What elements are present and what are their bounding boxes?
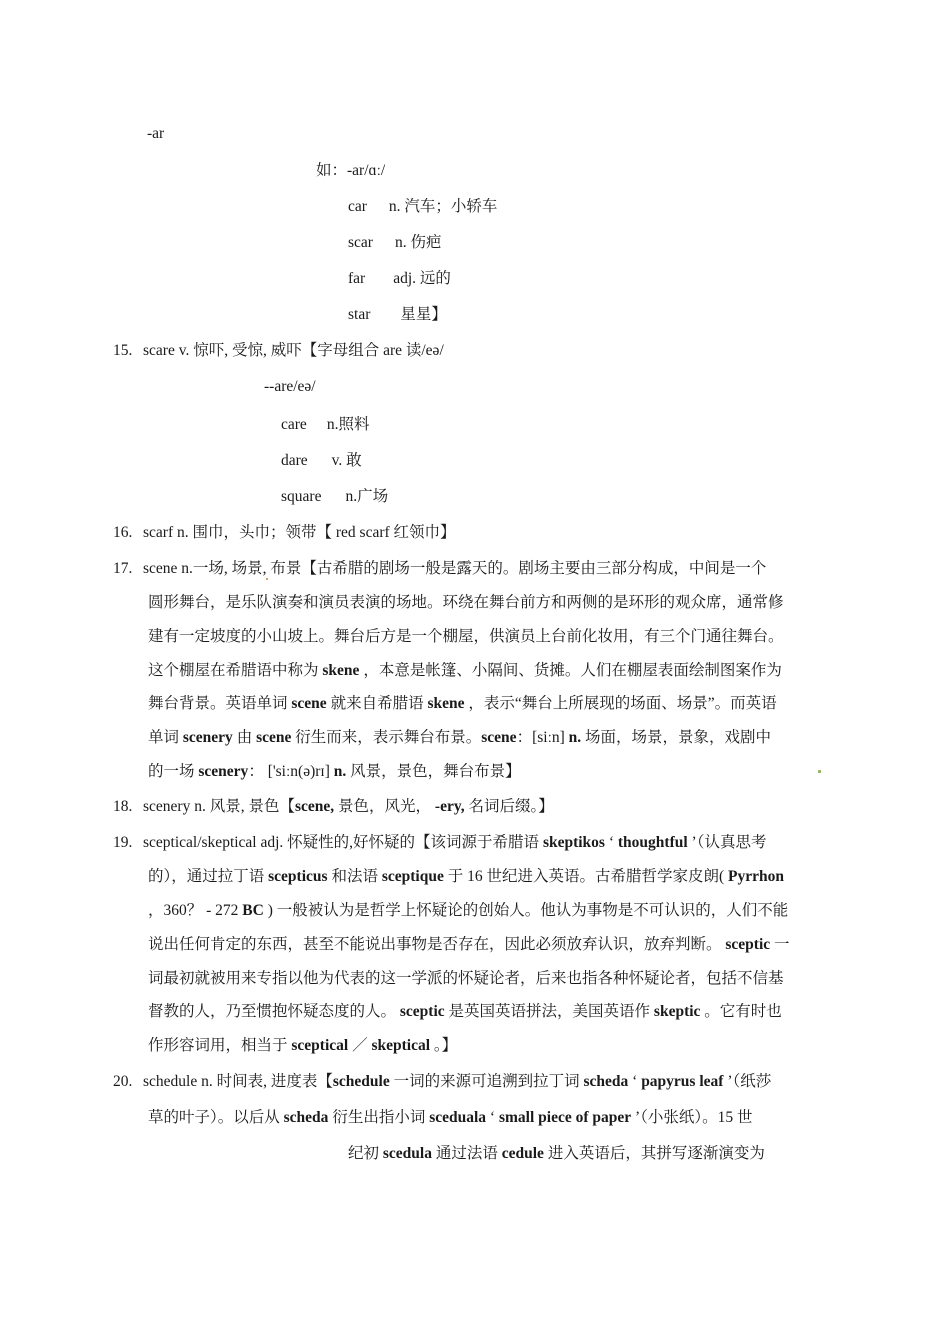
term: sceptic xyxy=(725,936,771,953)
text-run: 通过法语 xyxy=(431,1145,502,1162)
text-run: 作形容词用，相当于 xyxy=(148,1037,292,1054)
term: cedule xyxy=(501,1145,544,1162)
term: scheda xyxy=(583,1073,629,1090)
text-run: ：[siːn] xyxy=(516,729,569,746)
entry-text: scare v. 惊吓, 受惊, 威吓【字母组合 are 读/eə/ xyxy=(143,342,444,359)
scan-mark xyxy=(266,578,268,580)
text-run: ，本意是帐篷、小隔间、货摊。人们在棚屋表面绘制图案作为 xyxy=(359,662,782,679)
text-run: ‘ xyxy=(486,1109,499,1126)
text-run: 督教的人，乃至惯抱怀疑态度的人。 xyxy=(148,1003,400,1020)
entry-line xyxy=(148,867,784,887)
entry-number: 18. xyxy=(113,798,133,815)
word-item xyxy=(281,415,369,435)
word-item xyxy=(281,487,388,507)
definition: v. 敢 xyxy=(331,452,362,469)
entry-line: 词最初就被用来专指以他为代表的这一学派的怀疑论者，后来也指各种怀疑论者，包括不信基 xyxy=(148,970,784,987)
entry-text xyxy=(143,797,554,817)
text-run: ，360？ - 272 xyxy=(148,902,243,919)
term: scene, xyxy=(294,798,335,815)
text-run: 进入英语后，其拼写逐渐演变为 xyxy=(543,1145,765,1162)
text-run: schedule n. 时间表, 进度表【 xyxy=(143,1073,333,1090)
term: scenery xyxy=(182,729,233,746)
entry-line: 建有一定坡度的小山坡上。舞台后方是一个棚屋，供演员上台前化妆用，有三个门通往舞台。 xyxy=(148,628,784,645)
entry-line xyxy=(148,1002,782,1022)
scan-mark xyxy=(818,770,821,773)
text-run: ’（小张纸）。15 世 xyxy=(631,1109,753,1126)
text-run: 说出任何肯定的东西，甚至不能说出事物是否存在，因此必须放弃认识，放弃判断。 xyxy=(148,936,726,953)
definition: n. 伤疤 xyxy=(394,234,442,251)
text-run: ，表示“舞台上所展现的场面、场景”。而英语 xyxy=(464,695,777,712)
text-run: 是英国英语拼法，美国英语作 xyxy=(444,1003,654,1020)
entry-number: 17. xyxy=(113,560,133,577)
entry-number: 15. xyxy=(113,342,133,359)
term: sceptique xyxy=(381,868,444,885)
definition: n.广场 xyxy=(345,488,389,505)
word: scar xyxy=(348,234,373,251)
term: schedule xyxy=(332,1073,390,1090)
entry-line xyxy=(143,1072,771,1092)
text-run: 这个棚屋在希腊语中称为 xyxy=(148,662,323,679)
entry-text: scarf n. 围巾，头巾；领带【 red scarf 红领巾】 xyxy=(143,524,456,541)
text-run: 和法语 xyxy=(327,868,382,885)
term: skeptic xyxy=(653,1003,701,1020)
term: scedula xyxy=(382,1145,432,1162)
text-run: 纪初 xyxy=(348,1145,383,1162)
word: star xyxy=(348,306,371,323)
term: -ery, xyxy=(434,798,465,815)
definition: n. 汽车；小轿车 xyxy=(388,198,498,215)
term: n. xyxy=(568,729,582,746)
term: scene xyxy=(256,729,292,746)
term: scenery xyxy=(198,763,249,780)
text-run: 衍生而来，表示舞台布景。 xyxy=(291,729,482,746)
text-run: 单词 xyxy=(148,729,183,746)
term: scene xyxy=(291,695,327,712)
entry-line xyxy=(148,661,782,681)
text-run: 一词的来源可追溯到拉丁词 xyxy=(389,1073,584,1090)
text-run: 。】 xyxy=(430,1037,458,1054)
entry-number: 20. xyxy=(113,1073,133,1090)
entry-line xyxy=(143,833,766,853)
entry-line: 圆形舞台，是乐队演奏和演员表演的场地。环绕在舞台前方和两侧的是环形的观众席，通常修 xyxy=(148,594,784,611)
word-item xyxy=(281,451,362,471)
term: skene xyxy=(322,662,360,679)
word-item xyxy=(348,197,497,217)
text-run: scenery n. 风景, 景色【 xyxy=(143,798,295,815)
term: n. xyxy=(333,763,347,780)
word-item xyxy=(348,305,447,325)
text-run: 场面，场景，景象，戏剧中 xyxy=(581,729,772,746)
text-run: ‘ xyxy=(628,1073,642,1090)
text-run: 风景，景色，舞台布景】 xyxy=(346,763,521,780)
text-run: 就来自希腊语 xyxy=(326,695,428,712)
term: scene xyxy=(481,729,517,746)
entry-number: 19. xyxy=(113,834,133,851)
text-run: ’（认真思考 xyxy=(687,834,767,851)
text-run: 由 xyxy=(232,729,257,746)
term: sceptic xyxy=(399,1003,445,1020)
entry-line xyxy=(148,728,771,748)
entry-line xyxy=(148,762,521,782)
term: skeptical xyxy=(371,1037,431,1054)
word-item xyxy=(348,269,451,289)
entry-line xyxy=(148,694,777,714)
text-run: 。它有时也 xyxy=(700,1003,782,1020)
text-run: 衍生出指小词 xyxy=(328,1109,430,1126)
text-run: ’（纸莎 xyxy=(723,1073,772,1090)
text-run: ／ xyxy=(348,1037,372,1054)
term: papyrus leaf xyxy=(641,1073,724,1090)
term: scepticus xyxy=(268,868,328,885)
term: sceptical xyxy=(291,1037,349,1054)
word: square xyxy=(281,488,322,505)
text-run: sceptical/skeptical adj. 怀疑性的,好怀疑的【该词源于希腊语 xyxy=(143,834,543,851)
text-run: 一 xyxy=(770,936,790,953)
entry-line: scene n.一场, 场景, 布景【古希腊的剧场一般是露天的。剧场主要由三部分构成，中间是一个 xyxy=(143,560,767,577)
entry-line xyxy=(148,1036,457,1056)
entry-line xyxy=(148,1108,753,1128)
example-label: 如：-ar/ɑː/ xyxy=(316,162,386,179)
text-run: 于 16 世纪进入英语。古希腊哲学家皮朗( xyxy=(443,868,728,885)
term: skene xyxy=(427,695,465,712)
text-run: 景色，风光， xyxy=(334,798,435,815)
definition: n.照料 xyxy=(326,416,370,433)
text-run: 舞台背景。英语单词 xyxy=(148,695,292,712)
sub-heading: --are/eə/ xyxy=(264,378,316,395)
definition: adj. 远的 xyxy=(393,270,451,287)
text-run: 的一场 xyxy=(148,763,199,780)
term: small piece of paper xyxy=(498,1109,632,1126)
term: BC xyxy=(242,902,264,919)
term: sceduala xyxy=(429,1109,487,1126)
text-run: ‘ xyxy=(604,834,618,851)
word-item xyxy=(348,233,441,253)
term: skeptikos xyxy=(542,834,605,851)
text-run: 名词后缀。】 xyxy=(464,798,554,815)
text-run: ) 一般被认为是哲学上怀疑论的创始人。他认为事物是不可认识的，人们不能 xyxy=(263,902,789,919)
entry-line xyxy=(148,901,788,921)
text-run: ： ['siːn(ə)rɪ] xyxy=(248,763,334,780)
term: scheda xyxy=(283,1109,329,1126)
word: care xyxy=(281,416,307,433)
term: Pyrrhon xyxy=(728,868,784,885)
definition: 星星】 xyxy=(400,306,447,323)
entry-number: 16. xyxy=(113,524,133,541)
entry-line xyxy=(348,1144,765,1164)
word: car xyxy=(348,198,367,215)
word: dare xyxy=(281,452,308,469)
text-run: 草的叶子）。以后从 xyxy=(148,1109,284,1126)
suffix-heading: -ar xyxy=(147,125,165,142)
word: far xyxy=(348,270,366,287)
term: thoughtful xyxy=(617,834,688,851)
entry-line xyxy=(148,935,790,955)
text-run: 的），通过拉丁语 xyxy=(148,868,269,885)
